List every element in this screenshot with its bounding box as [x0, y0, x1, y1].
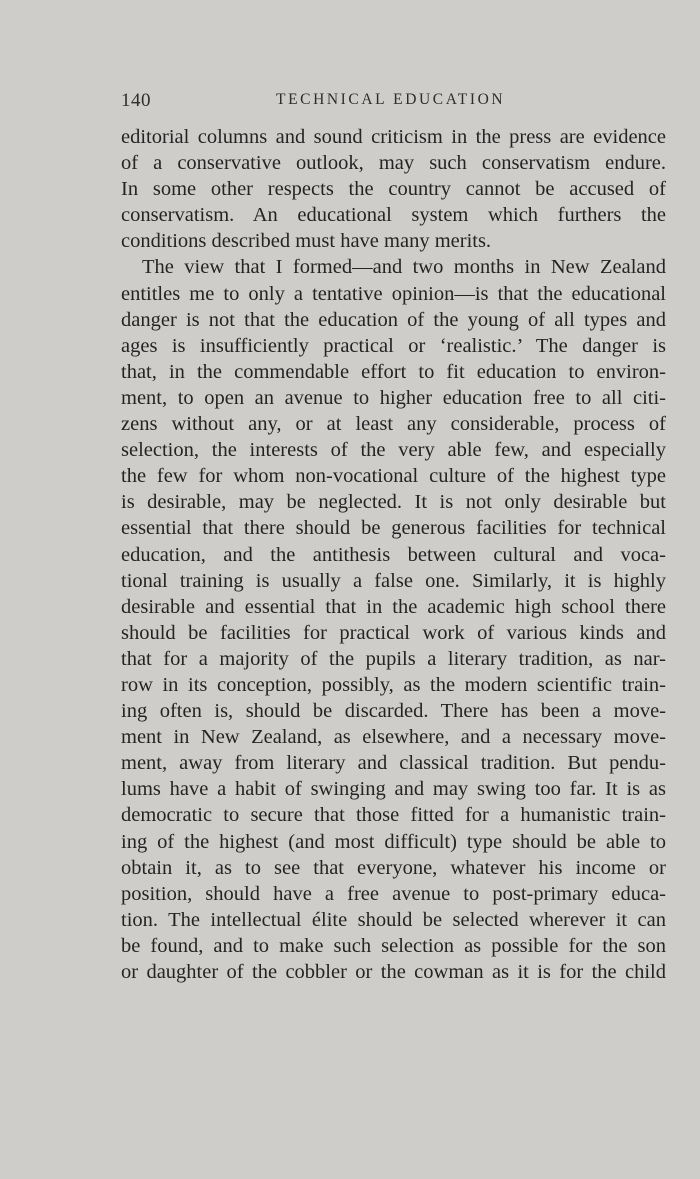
paragraph-1 — [121, 124, 666, 254]
text-line: education, and the antithesis between cultural and voca- — [121, 543, 666, 566]
text-line: ment, away from literary and classical tradition. But pendu- — [121, 752, 666, 775]
text-line: ing often is, should be discarded. There has been a move- — [121, 700, 666, 723]
text-line: tion. The intellectual élite should be selected wherever it can — [121, 908, 666, 931]
text-line: that, in the commendable effort to fit education to environ- — [121, 360, 666, 383]
text-line: essential that there should be generous facilities for technical — [121, 517, 666, 540]
text-line: position, should have a free avenue to post-primary educa- — [121, 882, 666, 905]
text-line: democratic to secure that those fitted for a humanistic train- — [121, 804, 666, 827]
text-line: The view that I formed—and two months in New Zealand — [142, 256, 666, 279]
text-line: is desirable, may be neglected. It is not only desirable but — [121, 491, 666, 514]
text-line: ment in New Zealand, as elsewhere, and a necessary move- — [121, 726, 666, 749]
text-line: conservatism. An educational system which furthers the — [121, 204, 666, 227]
text-line: ing of the highest (and most difficult) type should be able to — [121, 830, 666, 853]
running-head — [121, 90, 666, 114]
text-line: of a conservative outlook, may such conservatism endure. — [121, 152, 666, 175]
text-line: that for a majority of the pupils a literary tradition, as nar- — [121, 647, 666, 670]
text-line: should be facilities for practical work of various kinds and — [121, 621, 666, 644]
text-line: desirable and essential that in the academic high school there — [121, 595, 666, 618]
text-line: ment, to open an avenue to higher education free to all citi- — [121, 386, 666, 409]
paragraph-2 — [121, 254, 666, 985]
page-number: 140 — [121, 90, 151, 111]
text-line: danger is not that the education of the young of all types and — [121, 308, 666, 331]
text-line: editorial columns and sound criticism in the press are evidence — [121, 126, 666, 148]
text-line: conditions described must have many merits. — [121, 230, 492, 253]
text-line: ages is insufficiently practical or ‘realistic.’ The danger is — [121, 334, 666, 357]
text-line: be found, and to make such selection as possible for the son — [121, 934, 666, 957]
text-line: the few for whom non-vocational culture of the highest type — [121, 465, 666, 488]
text-line: or daughter of the cobbler or the cowman as it is for the child — [121, 961, 666, 983]
running-title: TECHNICAL EDUCATION — [276, 91, 506, 108]
body-text — [121, 124, 666, 985]
text-line: row in its conception, possibly, as the modern scientific train- — [121, 673, 666, 696]
text-line: obtain it, as to see that everyone, whatever his income or — [121, 856, 666, 879]
text-line: selection, the interests of the very able few, and especially — [121, 439, 666, 462]
text-line: tional training is usually a false one. Similarly, it is highly — [121, 569, 666, 592]
text-line: lums have a habit of swinging and may swing too far. It is as — [121, 778, 666, 801]
text-line: zens without any, or at least any considerable, process of — [121, 413, 666, 436]
text-line: In some other respects the country cannot be accused of — [121, 178, 666, 201]
text-line: entitles me to only a tentative opinion—is that the educational — [121, 282, 666, 305]
